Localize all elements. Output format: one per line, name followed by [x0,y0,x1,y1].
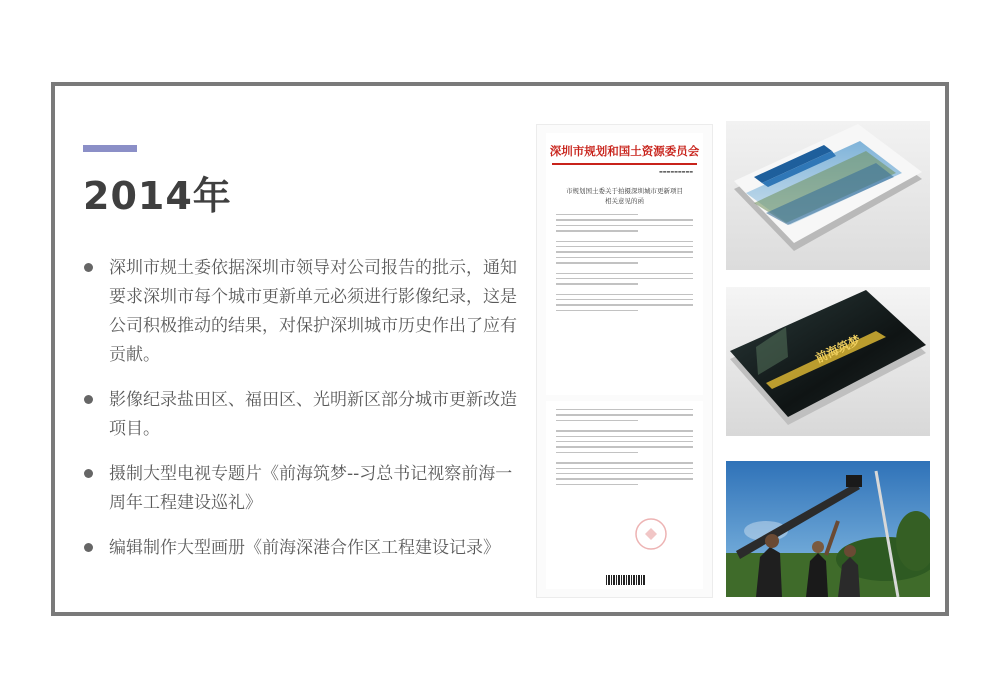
bullet-text: 编辑制作大型画册《前海深港合作区工程建设记录》 [109,538,500,558]
documentary-cover-illustration [726,287,930,436]
bullet-dot-icon [84,263,93,272]
official-letter-image [537,125,712,597]
document-number: ▬▬▬▬▬▬▬▬▬ [658,169,693,174]
bullet-item [83,254,523,370]
letter-page-1 [546,133,703,395]
bullet-item [83,386,523,444]
bullet-item [83,460,523,518]
letter-body-lines [556,409,693,485]
bullet-item [83,534,523,563]
documentary-cover-photo [726,287,930,436]
slide-title: 2014年 [83,174,232,218]
letterhead-rule [552,163,697,165]
bullet-dot-icon [84,469,93,478]
film-crew-illustration [726,461,930,597]
letter-subject-line-2: 相关意见的函 [605,197,644,205]
bullet-text: 深圳市规土委依据深圳市领导对公司报告的批示，通知要求深圳市每个城市更新单元必须进行影像纪录，这是公司积极推动的结果，对保护深圳城市历史作出了应有贡献。 [109,258,517,365]
title-accent-bar [83,145,137,152]
letter-body-lines [556,214,693,311]
letterhead: 深圳市规划和国土资源委员会 [549,144,700,158]
bullet-text: 摄制大型电视专题片《前海筑梦--习总书记视察前海一周年工程建设巡礼》 [109,464,513,513]
album-book-photo [726,121,930,270]
cover-title-text: 前海筑梦 [813,332,863,366]
bullet-list [83,254,523,579]
bullet-dot-icon [84,395,93,404]
bullet-text: 影像纪录盐田区、福田区、光明新区部分城市更新改造项目。 [109,390,517,439]
barcode-icon [606,575,646,585]
film-crew-photo [726,461,930,597]
letter-subject-line-1: 市规划国土委关于拍摄深圳城市更新项目 [566,187,683,195]
letter-page-2 [546,401,703,589]
letter-subject [546,186,703,206]
album-book-illustration [726,121,930,270]
seal-stamp-icon [601,514,671,554]
bullet-dot-icon [84,543,93,552]
